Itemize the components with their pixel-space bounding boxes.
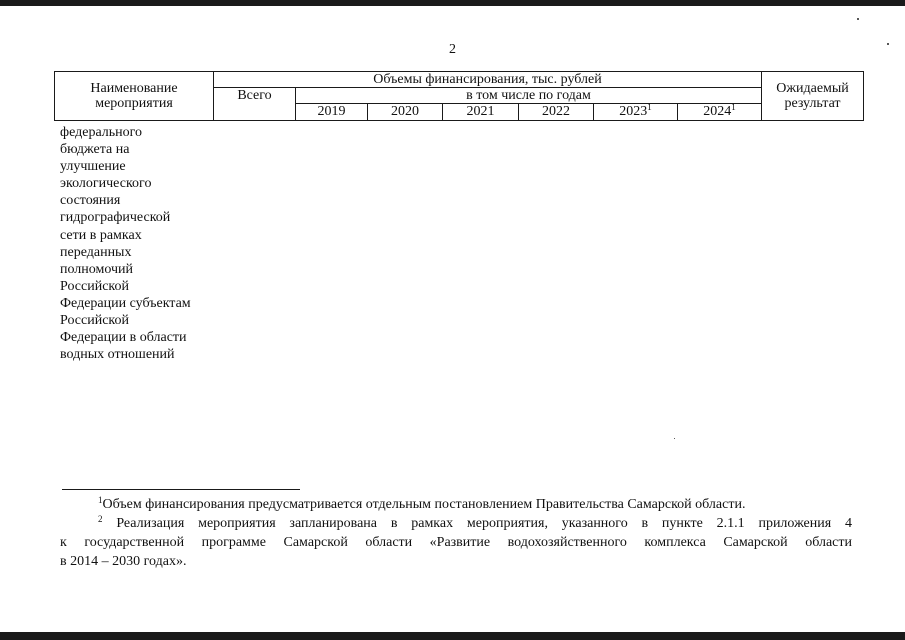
header-year-2024: 2024$^1$: [678, 104, 762, 121]
footnote-mark: 1: [98, 495, 103, 505]
footnote-mark: 2: [98, 514, 103, 524]
scan-top-border: [0, 0, 905, 6]
text-line: гидрографической: [60, 210, 171, 226]
scan-speck: [857, 18, 859, 20]
text-line: Российской: [60, 278, 129, 294]
scan-speck: [674, 438, 675, 439]
text-line: состояния: [60, 193, 121, 209]
header-funding: Объемы финансирования, тыс. рублей: [214, 72, 762, 88]
header-activity-name: Наименование мероприятия: [55, 72, 214, 121]
text-line: Федерации субъектам: [60, 295, 191, 311]
footnotes: [60, 495, 852, 571]
text-line: Российской: [60, 313, 129, 329]
header-by-years: в том числе по годам: [296, 88, 762, 104]
header-year-2021: 2021: [443, 104, 519, 121]
footnote-mark: 1: [731, 102, 736, 112]
text-line: экологического: [60, 176, 152, 192]
footnote-separator: [62, 489, 300, 490]
footnote-1: [60, 495, 852, 514]
header-year-2022: 2022: [519, 104, 594, 121]
header-total: Всего: [214, 88, 296, 121]
footnote-2-line-2: к государственной программе Самарской области «Развитие водохозяйственного комплекса Самарской области: [60, 535, 852, 550]
financing-table: [54, 71, 864, 121]
text-line: улучшение: [60, 159, 126, 175]
text-line: водных отношений: [60, 347, 175, 363]
activity-description: [60, 124, 230, 363]
text-line: сети в рамках: [60, 227, 142, 243]
text-line: федерального: [60, 125, 143, 140]
footnote-2-line-1: [60, 514, 852, 533]
footnote-mark: 1: [647, 102, 652, 112]
text-line: переданных: [60, 244, 132, 260]
header-year-2019: 2019: [296, 104, 368, 121]
footnote-text: Объем финансирования предусматривается отдельным постановлением Правительства Самарской области.: [102, 497, 746, 512]
page-number: 2: [449, 42, 456, 57]
scan-bottom-border: [0, 632, 905, 640]
text-line: бюджета на: [60, 142, 130, 158]
header-year-2023: 2023$^1$: [594, 104, 678, 121]
header-expected-result: Ожидаемый результат: [762, 72, 864, 121]
header-year-2020: 2020: [368, 104, 443, 121]
footnote-2-line-3: в 2014 – 2030 годах».: [60, 554, 187, 569]
text-line: Федерации в области: [60, 330, 187, 346]
footnote-text: Реализация мероприятия запланирована в рамках мероприятия, указанного в пункте 2.1.1 приложения 4: [116, 516, 853, 531]
text-line: полномочий: [60, 261, 134, 277]
